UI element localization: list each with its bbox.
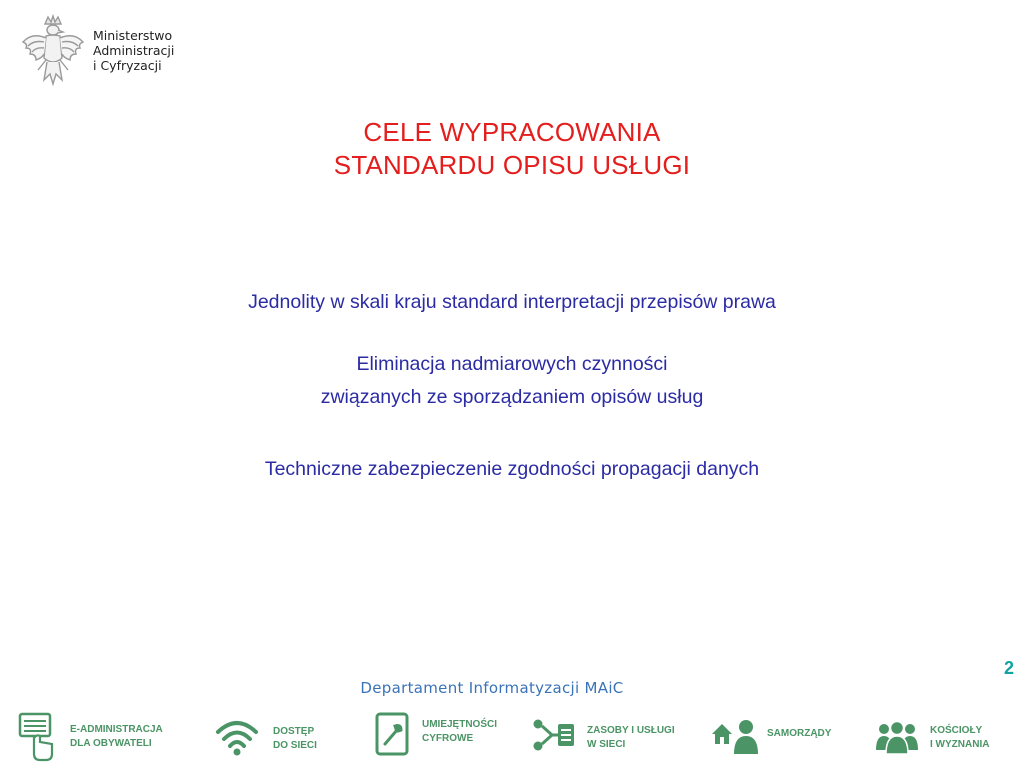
footer-item-koscioly-line2: I WYZNANIA bbox=[930, 739, 990, 750]
footer-item-zasoby-i-uslugi-line1: ZASOBY I USŁUGI bbox=[587, 725, 675, 736]
goal-point-2-line1: Eliminacja nadmiarowych czynności bbox=[356, 353, 668, 375]
goal-point-1: Jednolity w skali kraju standard interpretacji przepisów prawa bbox=[248, 291, 776, 313]
footer-item-dostep-do-sieci bbox=[214, 706, 344, 768]
footer-item-dostep-do-sieci-line2: DO SIECI bbox=[273, 740, 317, 751]
department-name: Departament Informatyzacji MAiC bbox=[360, 679, 624, 697]
footer-item-dostep-do-sieci-label bbox=[273, 725, 317, 753]
touch-screen-icon bbox=[18, 710, 58, 762]
eagle-emblem-icon bbox=[20, 14, 86, 88]
footer-item-koscioly-line1: KOŚCIOŁY bbox=[930, 725, 983, 736]
footer-item-dostep-do-sieci-line1: DOSTĘP bbox=[273, 726, 315, 737]
footer-item-samorzady-label bbox=[767, 727, 831, 741]
footer-item-umiejetnosci-cyfrowe bbox=[375, 706, 525, 768]
footer-bar bbox=[0, 706, 1024, 768]
slide-title bbox=[0, 116, 1024, 182]
footer-item-e-administracja-line1: E-ADMINISTRACJA bbox=[70, 724, 163, 735]
footer-item-e-administracja-line2: DLA OBYWATELI bbox=[70, 738, 152, 749]
footer-item-umiejetnosci-cyfrowe-label bbox=[422, 718, 497, 746]
page-number: 2 bbox=[1003, 658, 1014, 678]
footer-item-zasoby-i-uslugi-label bbox=[587, 724, 675, 752]
footer-item-umiejetnosci-cyfrowe-line1: UMIEJĘTNOŚCI bbox=[422, 719, 498, 730]
footer-item-samorzady bbox=[710, 706, 860, 768]
ministry-name bbox=[93, 28, 174, 73]
ministry-name-line3: i Cyfryzacji bbox=[93, 58, 162, 73]
goal-point-3: Techniczne zabezpieczenie zgodności propagacji danych bbox=[264, 458, 760, 480]
footer-item-koscioly-label bbox=[930, 724, 989, 752]
footer-item-koscioly bbox=[874, 706, 1024, 768]
goal-point-2-line2: związanych ze sporządzaniem opisów usług bbox=[320, 386, 704, 408]
ministry-logo bbox=[20, 14, 190, 88]
slide-title-line2: STANDARDU OPISU USŁUGI bbox=[333, 150, 691, 180]
footer-item-umiejetnosci-cyfrowe-line2: CYFROWE bbox=[422, 733, 474, 744]
tablet-tool-icon bbox=[375, 712, 409, 756]
ministry-name-line1: Ministerstwo bbox=[93, 28, 173, 43]
home-person-icon bbox=[710, 718, 762, 756]
footer-item-zasoby-i-uslugi bbox=[532, 706, 692, 768]
network-resources-icon bbox=[532, 716, 576, 754]
wifi-icon bbox=[214, 716, 260, 756]
footer-item-zasoby-i-uslugi-line2: W SIECI bbox=[587, 739, 626, 750]
group-people-icon bbox=[874, 718, 920, 756]
footer-item-e-administracja bbox=[18, 706, 188, 768]
ministry-name-line2: Administracji bbox=[93, 43, 175, 58]
footer-item-e-administracja-label bbox=[70, 723, 163, 751]
slide-title-line1: CELE WYPRACOWANIA bbox=[363, 117, 661, 147]
footer-item-samorzady-line1: SAMORZĄDY bbox=[767, 728, 832, 739]
